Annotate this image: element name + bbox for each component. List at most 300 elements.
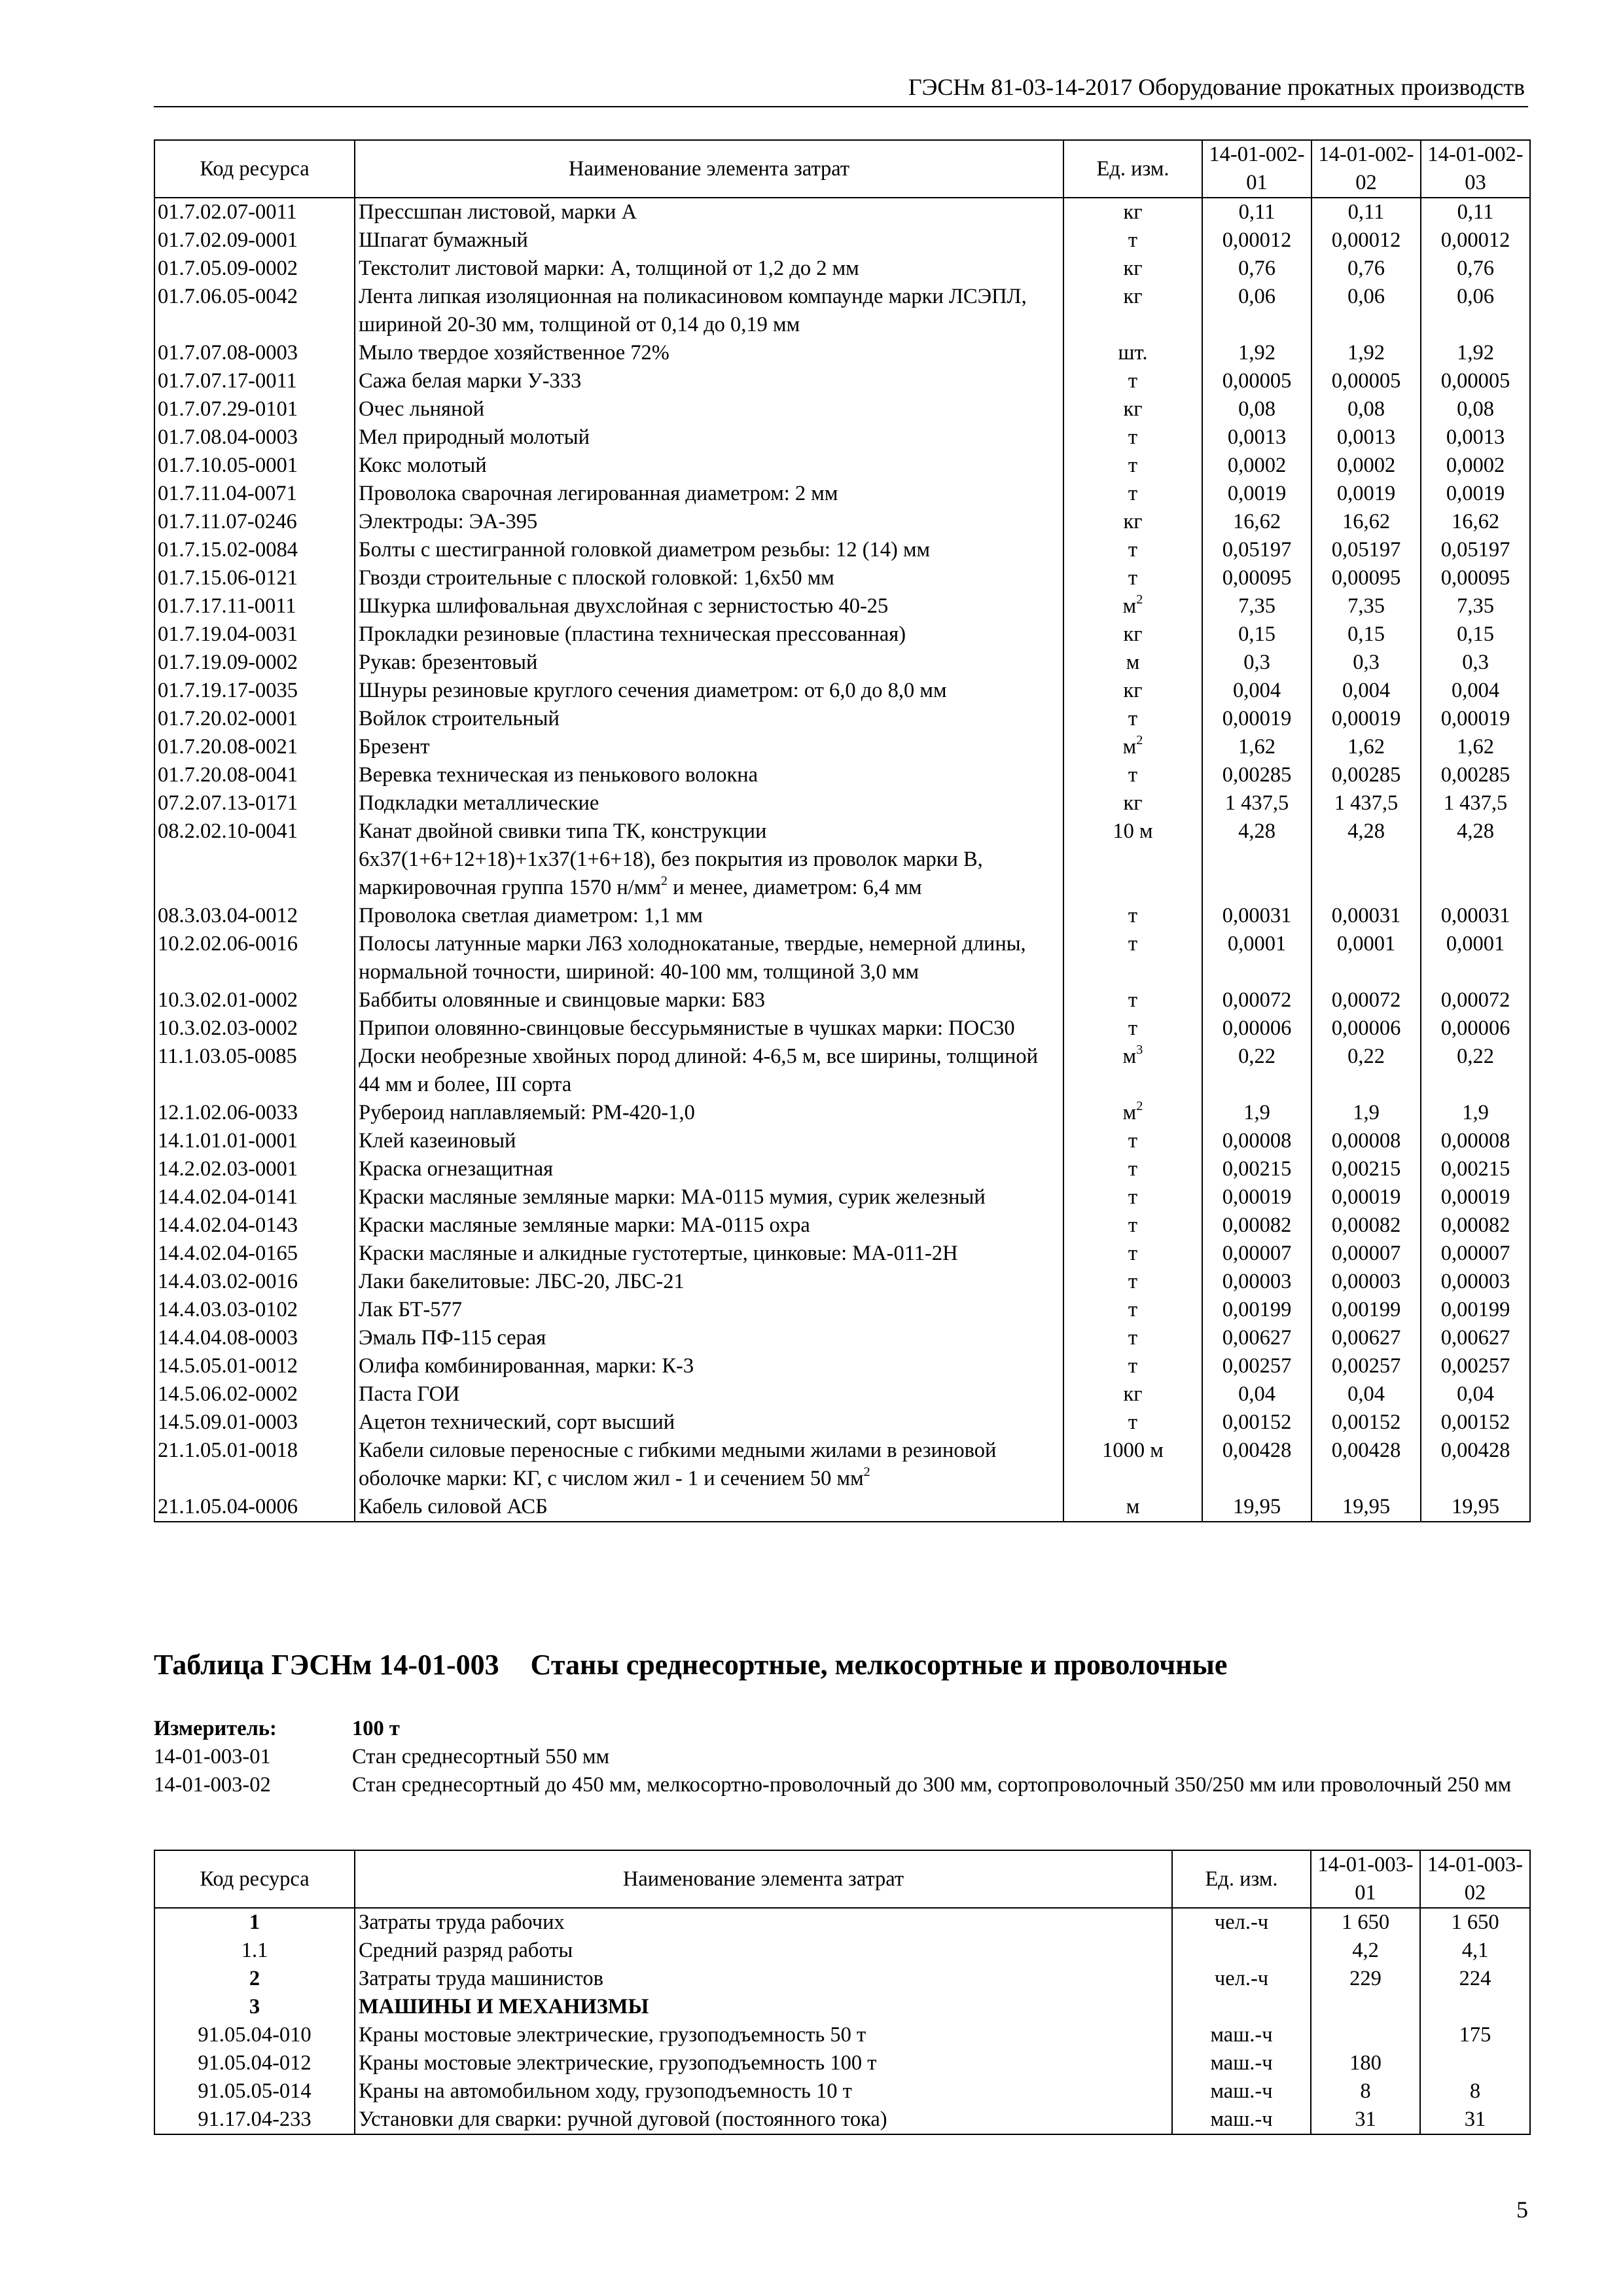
value-14-01-002-01	[1202, 423, 1311, 452]
table-row	[154, 536, 1530, 564]
resource-code	[154, 902, 355, 930]
value-14-01-003-02-text: 31	[1464, 2108, 1486, 2131]
value-14-01-002-02	[1311, 620, 1421, 649]
resource-unit-text: т	[1128, 538, 1138, 562]
value-14-01-002-01	[1202, 1043, 1311, 1099]
resource-name-text: Клей казеиновый	[359, 1129, 516, 1153]
resource-code-text: 14.5.05.01-0012	[158, 1354, 298, 1378]
resource-unit	[1172, 2106, 1311, 2134]
resource-name-text: Шнуры резиновые круглого сечения диаметром: от 6,0 до 8,0 мм	[359, 679, 947, 702]
resource-code	[154, 1296, 355, 1324]
value-14-01-002-02-text: 0,0013	[1336, 425, 1396, 449]
meter-item-text: Стан среднесортный до 450 мм, мелкосортно-проволочный до 300 мм, сортопроволочный 350/250 мм или проволочный 250 мм	[352, 1773, 1512, 1797]
resource-name-text: Очес льняной	[359, 397, 485, 421]
value-14-01-002-03-text: 0,00019	[1440, 1185, 1510, 1209]
resource-code	[154, 1965, 355, 1993]
resource-unit	[1063, 1352, 1202, 1380]
resource-name	[355, 283, 1063, 339]
resource-code	[154, 198, 355, 226]
resource-code-text: 01.7.07.17-0011	[158, 369, 297, 393]
value-14-01-002-01	[1202, 761, 1311, 789]
value-14-01-003-01-text: 4,2	[1352, 1939, 1379, 1962]
resource-name	[355, 480, 1063, 508]
value-14-01-003-02-text: 175	[1459, 2023, 1491, 2047]
resource-unit	[1063, 423, 1202, 452]
value-14-01-002-03-text: 0,00257	[1440, 1354, 1510, 1378]
value-14-01-002-03	[1421, 817, 1530, 902]
value-14-01-002-01-text: 16,62	[1232, 510, 1281, 533]
value-14-01-002-03	[1421, 986, 1530, 1014]
resource-unit	[1063, 620, 1202, 649]
resource-unit	[1063, 1014, 1202, 1043]
resource-code	[154, 536, 355, 564]
meter-item-text: Стан среднесортный 550 мм	[352, 1745, 610, 1768]
resource-unit	[1063, 930, 1202, 986]
resource-unit-text: т	[1128, 1157, 1138, 1181]
resource-unit	[1063, 226, 1202, 255]
value-14-01-002-02-text: 0,0019	[1336, 482, 1396, 505]
resource-unit-superscript: 2	[1136, 732, 1143, 747]
resource-code	[154, 423, 355, 452]
resource-code-text: 91.05.04-010	[198, 2023, 312, 2047]
resource-name	[355, 761, 1063, 789]
value-14-01-002-01	[1202, 1324, 1311, 1352]
meter-item	[154, 1743, 1528, 1771]
value-14-01-002-02	[1311, 1155, 1421, 1183]
resource-unit	[1063, 452, 1202, 480]
value-14-01-002-03	[1421, 1437, 1530, 1493]
value-14-01-002-02	[1311, 1493, 1421, 1522]
table-row	[154, 226, 1530, 255]
resource-name-text: Шкурка шлифовальная двухслойная с зернистостью 40-25	[359, 594, 889, 618]
resource-code	[154, 789, 355, 817]
value-14-01-003-01	[1311, 2049, 1420, 2077]
value-14-01-002-01-text: 0,22	[1238, 1045, 1275, 1068]
value-14-01-003-02	[1420, 1908, 1530, 1937]
value-14-01-002-02	[1311, 452, 1421, 480]
resource-code-text: 01.7.08.04-0003	[158, 425, 298, 449]
value-14-01-002-01	[1202, 1296, 1311, 1324]
meter-value: 100 т	[352, 1717, 400, 1740]
value-14-01-002-03-text: 0,00072	[1440, 988, 1510, 1012]
resource-name	[355, 367, 1063, 395]
resource-unit	[1063, 1268, 1202, 1296]
resource-name	[355, 1993, 1172, 2021]
value-14-01-002-03-text: 0,00285	[1440, 763, 1510, 787]
resource-code	[154, 564, 355, 592]
value-14-01-002-02-text: 0,00428	[1331, 1439, 1401, 1462]
value-14-01-002-02	[1311, 1268, 1421, 1296]
value-14-01-002-01	[1202, 339, 1311, 367]
resource-unit-text: т	[1128, 1354, 1138, 1378]
resource-unit-text: кг	[1123, 257, 1143, 280]
value-14-01-002-03	[1421, 339, 1530, 367]
resource-unit	[1063, 902, 1202, 930]
table-body	[154, 1908, 1530, 2134]
meter-item-code: 14-01-003-01	[154, 1745, 271, 1768]
value-14-01-002-01-text: 0,00006	[1222, 1016, 1292, 1040]
value-14-01-002-02-text: 0,004	[1342, 679, 1391, 702]
resource-name	[355, 1043, 1063, 1099]
value-14-01-002-02-text: 0,00005	[1331, 369, 1401, 393]
resource-code	[154, 367, 355, 395]
table-body	[154, 198, 1530, 1522]
resource-code	[154, 452, 355, 480]
resource-code	[154, 1408, 355, 1437]
resource-name-text: Шпагат бумажный	[359, 228, 528, 252]
resource-code	[154, 1183, 355, 1211]
value-14-01-002-03-text: 0,0019	[1446, 482, 1505, 505]
value-14-01-002-03-text: 0,11	[1457, 200, 1494, 224]
value-14-01-002-02-text: 0,0001	[1336, 932, 1396, 956]
resource-unit-text: кг	[1123, 200, 1143, 224]
value-14-01-002-01-text: 0,15	[1238, 622, 1275, 646]
resource-code-text: 14.4.03.03-0102	[158, 1298, 298, 1321]
resource-code-text: 01.7.07.29-0101	[158, 397, 298, 421]
value-14-01-002-02	[1311, 902, 1421, 930]
resource-unit	[1172, 1937, 1311, 1965]
resource-code	[154, 2021, 355, 2049]
value-14-01-002-01-text: 0,00428	[1222, 1439, 1292, 1462]
resource-unit	[1063, 1127, 1202, 1155]
value-14-01-002-01-text: 0,00215	[1222, 1157, 1292, 1181]
meter-item	[154, 1771, 1528, 1799]
resource-name-text: Рубероид наплавляемый: РМ-420-1,0	[359, 1101, 695, 1124]
resource-code-text: 01.7.15.02-0084	[158, 538, 298, 562]
resource-unit-text: м	[1122, 1101, 1137, 1124]
value-14-01-003-02-text: 1 650	[1451, 1910, 1499, 1934]
value-14-01-002-03-text: 1,92	[1457, 341, 1494, 365]
value-14-01-002-02	[1311, 592, 1421, 620]
value-14-01-002-01	[1202, 198, 1311, 226]
value-14-01-002-03-text: 0,76	[1457, 257, 1494, 280]
value-14-01-003-01-text: 8	[1360, 2079, 1371, 2103]
resource-name-text: Олифа комбинированная, марки: К-3	[359, 1354, 694, 1378]
value-14-01-002-02-text: 16,62	[1342, 510, 1391, 533]
value-14-01-002-01	[1202, 930, 1311, 986]
resource-name-text: Средний разряд работы	[359, 1939, 573, 1962]
value-14-01-002-03	[1421, 902, 1530, 930]
resource-unit	[1063, 1296, 1202, 1324]
value-14-01-002-03	[1421, 283, 1530, 339]
resource-code-text: 21.1.05.04-0006	[158, 1495, 298, 1518]
table-row	[154, 2049, 1530, 2077]
value-14-01-002-03-text: 16,62	[1451, 510, 1500, 533]
resource-code-text: 2	[249, 1967, 260, 1990]
resource-name-text: Краска огнезащитная	[359, 1157, 554, 1181]
value-14-01-002-03-text: 0,00012	[1440, 228, 1510, 252]
resource-unit	[1063, 1183, 1202, 1211]
value-14-01-002-02	[1311, 395, 1421, 423]
column-header-14-01-002-03: 14-01-002-03	[1421, 140, 1530, 198]
resource-code-text: 14.2.02.03-0001	[158, 1157, 298, 1181]
resource-name-text: Войлок строительный	[359, 707, 560, 730]
resource-unit-text: т	[1128, 566, 1138, 590]
resource-name	[355, 198, 1063, 226]
resource-unit	[1063, 1155, 1202, 1183]
value-14-01-002-02	[1311, 733, 1421, 761]
value-14-01-002-03	[1421, 1127, 1530, 1155]
table-row	[154, 1183, 1530, 1211]
resource-code	[154, 677, 355, 705]
resource-name	[355, 423, 1063, 452]
resource-code	[154, 1211, 355, 1240]
resource-code	[154, 508, 355, 536]
resource-name	[355, 508, 1063, 536]
resource-code	[154, 986, 355, 1014]
value-14-01-002-02	[1311, 986, 1421, 1014]
value-14-01-002-01-text: 0,04	[1238, 1382, 1275, 1406]
resource-name-text: Лаки бакелитовые: ЛБС-20, ЛБС-21	[359, 1270, 685, 1293]
resource-code-text: 91.05.05-014	[198, 2079, 312, 2103]
value-14-01-002-02	[1311, 480, 1421, 508]
value-14-01-002-03	[1421, 1352, 1530, 1380]
table-header-row	[154, 140, 1530, 198]
resource-code	[154, 226, 355, 255]
table-row	[154, 1155, 1530, 1183]
resource-code-text: 01.7.06.05-0042	[158, 285, 298, 308]
resource-code-text: 14.1.01.01-0001	[158, 1129, 298, 1153]
resource-name-text: МАШИНЫ И МЕХАНИЗМЫ	[359, 1995, 649, 2018]
value-14-01-002-03-text: 4,28	[1457, 819, 1494, 843]
resource-name	[355, 1211, 1063, 1240]
resource-code-text: 11.1.03.05-0085	[158, 1045, 297, 1068]
resource-unit-text: м	[1126, 651, 1140, 674]
value-14-01-002-02	[1311, 255, 1421, 283]
value-14-01-002-01-text: 0,06	[1238, 285, 1275, 308]
value-14-01-002-01	[1202, 480, 1311, 508]
resource-code-text: 01.7.17.11-0011	[158, 594, 296, 618]
resource-unit	[1172, 2021, 1311, 2049]
value-14-01-002-02	[1311, 1127, 1421, 1155]
resource-name	[355, 705, 1063, 733]
value-14-01-002-01	[1202, 1380, 1311, 1408]
value-14-01-002-03-text: 0,22	[1457, 1045, 1494, 1068]
value-14-01-002-03-text: 0,05197	[1440, 538, 1510, 562]
resource-name	[355, 2021, 1172, 2049]
value-14-01-002-01	[1202, 452, 1311, 480]
resource-code-text: 91.17.04-233	[198, 2108, 312, 2131]
resource-unit-text: м	[1122, 594, 1137, 618]
resource-code-text: 01.7.10.05-0001	[158, 454, 298, 477]
resource-code-text: 14.4.02.04-0165	[158, 1242, 298, 1265]
value-14-01-002-03	[1421, 1014, 1530, 1043]
resource-unit-text: т	[1128, 932, 1138, 956]
resource-table-14-01-002	[154, 139, 1531, 1522]
resource-name-text: Канат двойной свивки типа ТК, конструкции 6х37(1+6+12+18)+1х37(1+6+18), без покрытия из проволок марки В, маркировочная группа 1570 н/мм	[359, 819, 983, 899]
resource-code-text: 01.7.20.08-0041	[158, 763, 298, 787]
resource-unit-text: т	[1128, 1185, 1138, 1209]
value-14-01-002-01	[1202, 1437, 1311, 1493]
value-14-01-002-02	[1311, 1408, 1421, 1437]
value-14-01-002-01	[1202, 1127, 1311, 1155]
header-rule	[154, 106, 1528, 107]
resource-unit-text: т	[1128, 1129, 1138, 1153]
resource-name-text: Прессшпан листовой, марки А	[359, 200, 637, 224]
table-row	[154, 198, 1530, 226]
value-14-01-002-01-text: 0,00012	[1222, 228, 1292, 252]
value-14-01-002-03-text: 0,00627	[1440, 1326, 1510, 1350]
value-14-01-002-03-text: 0,0013	[1446, 425, 1505, 449]
value-14-01-002-02-text: 1,62	[1347, 735, 1385, 759]
resource-code	[154, 1993, 355, 2021]
value-14-01-002-01	[1202, 1099, 1311, 1127]
value-14-01-002-01-text: 0,0013	[1227, 425, 1287, 449]
value-14-01-002-03	[1421, 649, 1530, 677]
resource-unit-text: м	[1122, 1045, 1137, 1068]
value-14-01-002-01-text: 19,95	[1232, 1495, 1281, 1518]
resource-unit-text: т	[1128, 1213, 1138, 1237]
value-14-01-002-02	[1311, 677, 1421, 705]
resource-name-text: Кабель силовой АСБ	[359, 1495, 548, 1518]
value-14-01-002-03	[1421, 395, 1530, 423]
resource-name-text: Лак БТ-577	[359, 1298, 463, 1321]
value-14-01-002-02-text: 0,00019	[1331, 707, 1401, 730]
value-14-01-002-01	[1202, 1352, 1311, 1380]
meter-block	[154, 1715, 1528, 1799]
value-14-01-002-01-text: 0,0001	[1227, 932, 1287, 956]
resource-unit-text: т	[1128, 1298, 1138, 1321]
resource-name-text: Лента липкая изоляционная на поликасиновом компаунде марки ЛСЭПЛ, шириной 20-30 мм, толщиной от 0,14 до 0,19 мм	[359, 285, 1027, 336]
resource-code-text: 01.7.11.04-0071	[158, 482, 297, 505]
resource-name	[355, 564, 1063, 592]
table-row	[154, 367, 1530, 395]
resource-unit	[1063, 564, 1202, 592]
value-14-01-002-02	[1311, 1183, 1421, 1211]
value-14-01-002-02-text: 0,76	[1347, 257, 1385, 280]
resource-unit	[1063, 1043, 1202, 1099]
column-header-code: Код ресурса	[154, 1850, 355, 1908]
resource-code-text: 01.7.05.09-0002	[158, 257, 298, 280]
resource-name-text: Баббиты оловянные и свинцовые марки: Б83	[359, 988, 766, 1012]
resource-name-text: Болты с шестигранной головкой диаметром резьбы: 12 (14) мм	[359, 538, 931, 562]
resource-unit-text: т	[1128, 904, 1138, 927]
resource-unit-text: т	[1128, 1326, 1138, 1350]
value-14-01-002-02-text: 0,04	[1347, 1382, 1385, 1406]
value-14-01-002-01-text: 0,76	[1238, 257, 1275, 280]
value-14-01-002-01-text: 0,004	[1232, 679, 1281, 702]
resource-name-text: Текстолит листовой марки: А, толщиной от 1,2 до 2 мм	[359, 257, 859, 280]
table-row	[154, 452, 1530, 480]
resource-unit-text: т	[1128, 1016, 1138, 1040]
value-14-01-002-02	[1311, 1296, 1421, 1324]
table-row	[154, 761, 1530, 789]
value-14-01-002-03	[1421, 705, 1530, 733]
value-14-01-002-03-text: 0,00019	[1440, 707, 1510, 730]
resource-name-text: Рукав: брезентовый	[359, 651, 538, 674]
value-14-01-002-01-text: 0,00072	[1222, 988, 1292, 1012]
value-14-01-002-02-text: 0,00257	[1331, 1354, 1401, 1378]
resource-unit-text: т	[1128, 763, 1138, 787]
resource-code-text: 10.2.02.06-0016	[158, 932, 298, 956]
value-14-01-002-03-text: 0,3	[1462, 651, 1489, 674]
value-14-01-002-03-text: 0,15	[1457, 622, 1494, 646]
table-row	[154, 902, 1530, 930]
value-14-01-002-01	[1202, 620, 1311, 649]
resource-name	[355, 339, 1063, 367]
value-14-01-002-01	[1202, 1183, 1311, 1211]
resource-code	[154, 2106, 355, 2134]
section-title-text: Станы среднесортные, мелкосортные и проволочные	[530, 1649, 1228, 1681]
value-14-01-002-03-text: 0,00006	[1440, 1016, 1510, 1040]
resource-name	[355, 677, 1063, 705]
resource-name-text: Доски необрезные хвойных пород длиной: 4-6,5 м, все ширины, толщиной 44 мм и более, III сорта	[359, 1045, 1039, 1096]
table-row	[154, 705, 1530, 733]
resource-name	[355, 1014, 1063, 1043]
table-row	[154, 1296, 1530, 1324]
resource-code-text: 01.7.19.17-0035	[158, 679, 298, 702]
value-14-01-002-02	[1311, 649, 1421, 677]
resource-code	[154, 395, 355, 423]
resource-code-text: 01.7.19.09-0002	[158, 651, 298, 674]
value-14-01-003-02	[1420, 2049, 1530, 2077]
resource-name	[355, 1240, 1063, 1268]
column-header-name: Наименование элемента затрат	[355, 1850, 1172, 1908]
resource-name	[355, 395, 1063, 423]
value-14-01-002-03	[1421, 1211, 1530, 1240]
resource-name	[355, 1408, 1063, 1437]
value-14-01-002-03	[1421, 452, 1530, 480]
value-14-01-002-01-text: 0,08	[1238, 397, 1275, 421]
resource-name	[355, 1324, 1063, 1352]
value-14-01-002-02-text: 1,9	[1353, 1101, 1380, 1124]
value-14-01-002-03-text: 0,00003	[1440, 1270, 1510, 1293]
value-14-01-003-01	[1311, 2106, 1420, 2134]
resource-unit-superscript: 3	[1136, 1042, 1143, 1057]
value-14-01-002-03-text: 0,00082	[1440, 1213, 1510, 1237]
table-row	[154, 986, 1530, 1014]
resource-code	[154, 1937, 355, 1965]
resource-unit-text: кг	[1123, 397, 1143, 421]
value-14-01-003-02-text: 8	[1469, 2079, 1481, 2103]
table-row	[154, 1211, 1530, 1240]
resource-unit-text: т	[1128, 1270, 1138, 1293]
resource-name	[355, 930, 1063, 986]
value-14-01-003-01	[1311, 2021, 1420, 2049]
table-row	[154, 789, 1530, 817]
table-row	[154, 677, 1530, 705]
resource-unit-text: т	[1128, 707, 1138, 730]
resource-code	[154, 283, 355, 339]
resource-name-text: Краски масляные и алкидные густотертые, цинковые: МА-011-2Н	[359, 1242, 958, 1265]
resource-code	[154, 1908, 355, 1937]
resource-code	[154, 733, 355, 761]
resource-name-text: Брезент	[359, 735, 430, 759]
resource-name-text: Мел природный молотый	[359, 425, 590, 449]
value-14-01-002-03-text: 0,00008	[1440, 1129, 1510, 1153]
resource-unit-text: чел.-ч	[1214, 1967, 1269, 1990]
table-row	[154, 480, 1530, 508]
value-14-01-002-01-text: 0,0002	[1227, 454, 1287, 477]
resource-unit-text: кг	[1123, 1382, 1143, 1406]
resource-code-text: 08.2.02.10-0041	[158, 819, 298, 843]
resource-code	[154, 620, 355, 649]
table-row	[154, 1014, 1530, 1043]
value-14-01-002-02	[1311, 1240, 1421, 1268]
table-header-row	[154, 1850, 1530, 1908]
resource-name	[355, 1183, 1063, 1211]
value-14-01-003-01-text: 180	[1349, 2051, 1382, 2075]
resource-name	[355, 1352, 1063, 1380]
resource-code-text: 01.7.19.04-0031	[158, 622, 298, 646]
resource-code-text: 3	[249, 1995, 260, 2018]
table-row	[154, 1352, 1530, 1380]
resource-name-text: Ацетон технический, сорт высший	[359, 1410, 675, 1434]
value-14-01-002-01-text: 1,62	[1238, 735, 1275, 759]
resource-code-text: 1	[249, 1910, 260, 1934]
value-14-01-002-01-text: 0,00095	[1222, 566, 1292, 590]
table-row	[154, 1908, 1530, 1937]
